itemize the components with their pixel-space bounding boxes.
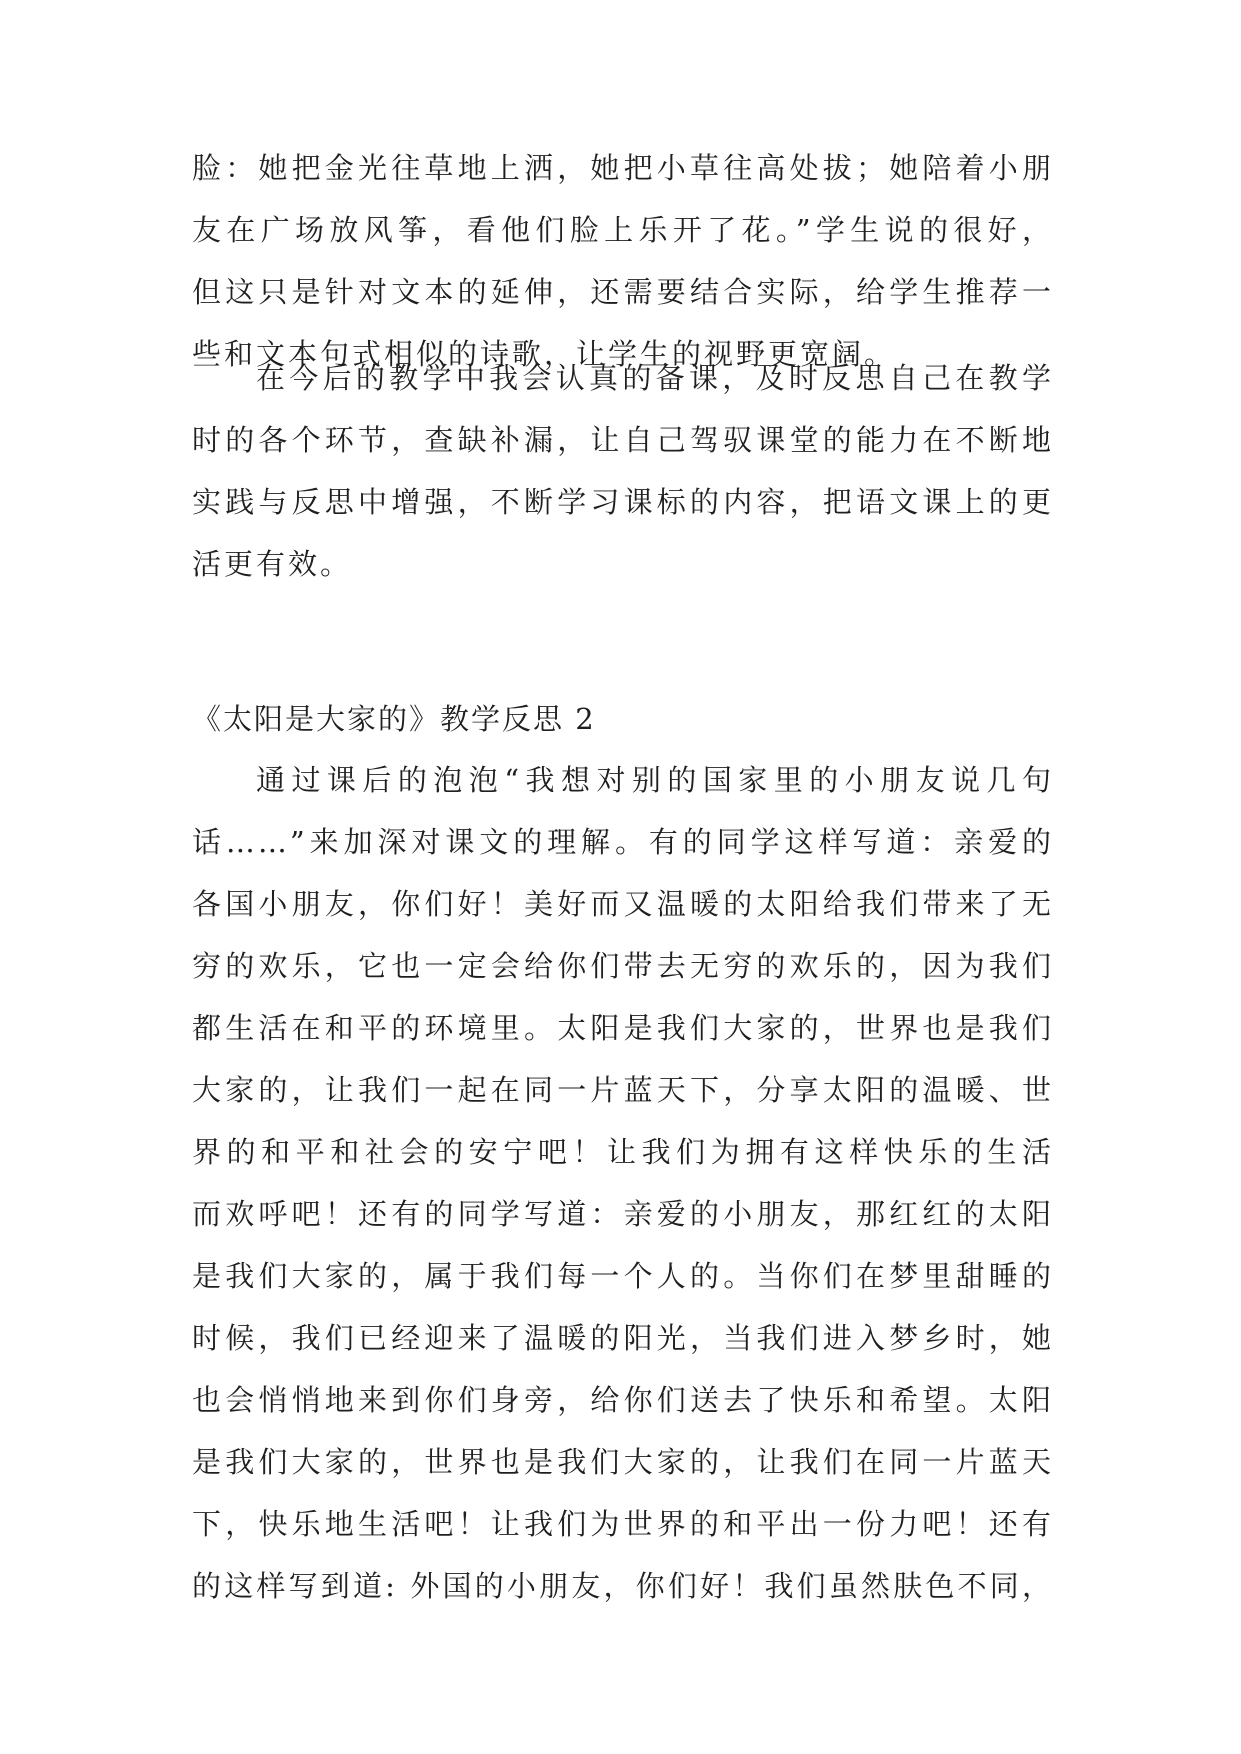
text-line: 但这只是针对文本的延伸，还需要结合实际，给学生推荐一 <box>192 275 1054 309</box>
text-line: 是我们大家的，世界也是我们大家的，让我们在同一片蓝天 <box>192 1445 1054 1479</box>
text-line: 时候，我们已经迎来了温暖的阳光，当我们进入梦乡时，她 <box>192 1321 1054 1355</box>
text-line: 实践与反思中增强，不断学习课标的内容，把语文课上的更 <box>192 485 1054 519</box>
paragraph-student-writing <box>192 749 1054 1617</box>
text-line: 通过课后的泡泡“我想对别的国家里的小朋友说几句 <box>256 763 1054 797</box>
text-line: 友在广场放风筝，看他们脸上乐开了花。”学生说的很好， <box>192 213 1054 247</box>
text-line: 的这样写到道: 外国的小朋友，你们好！我们虽然肤色不同， <box>192 1569 1054 1603</box>
text-line: 都生活在和平的环境里。太阳是我们大家的，世界也是我们 <box>192 1011 1054 1045</box>
text-line: 也会悄悄地来到你们身旁，给你们送去了快乐和希望。太阳 <box>192 1383 1054 1417</box>
section-heading: 《太阳是大家的》教学反思 2 <box>192 702 596 736</box>
text-line: 活更有效。 <box>192 547 353 581</box>
text-line: 界的和平和社会的安宁吧！让我们为拥有这样快乐的生活 <box>192 1135 1054 1169</box>
text-line: 些和文本句式相似的诗歌，让学生的视野更宽阔。 <box>192 337 897 371</box>
text-line: 大家的，让我们一起在同一片蓝天下，分享太阳的温暖、世 <box>192 1073 1054 1107</box>
text-line: 各国小朋友，你们好！美好而又温暖的太阳给我们带来了无 <box>192 887 1054 921</box>
text-line: 而欢呼吧！还有的同学写道：亲爱的小朋友，那红红的太阳 <box>192 1197 1054 1231</box>
text-line: 在今后的教学中我会认真的备课，及时反思自己在教学 <box>256 361 1054 395</box>
text-line: 是我们大家的，属于我们每一个人的。当你们在梦里甜睡的 <box>192 1259 1054 1293</box>
text-line: 穷的欢乐，它也一定会给你们带去无穷的欢乐的，因为我们 <box>192 949 1054 983</box>
text-line: 时的各个环节，查缺补漏，让自己驾驭课堂的能力在不断地 <box>192 423 1054 457</box>
text-line: 话……”来加深对课文的理解。有的同学这样写道：亲爱的 <box>192 825 1054 859</box>
text-line: 下，快乐地生活吧！让我们为世界的和平出一份力吧！还有 <box>192 1507 1054 1541</box>
text-line: 脸：她把金光往草地上洒，她把小草往高处拔；她陪着小朋 <box>192 151 1054 185</box>
paragraph-reflection <box>192 347 1054 595</box>
